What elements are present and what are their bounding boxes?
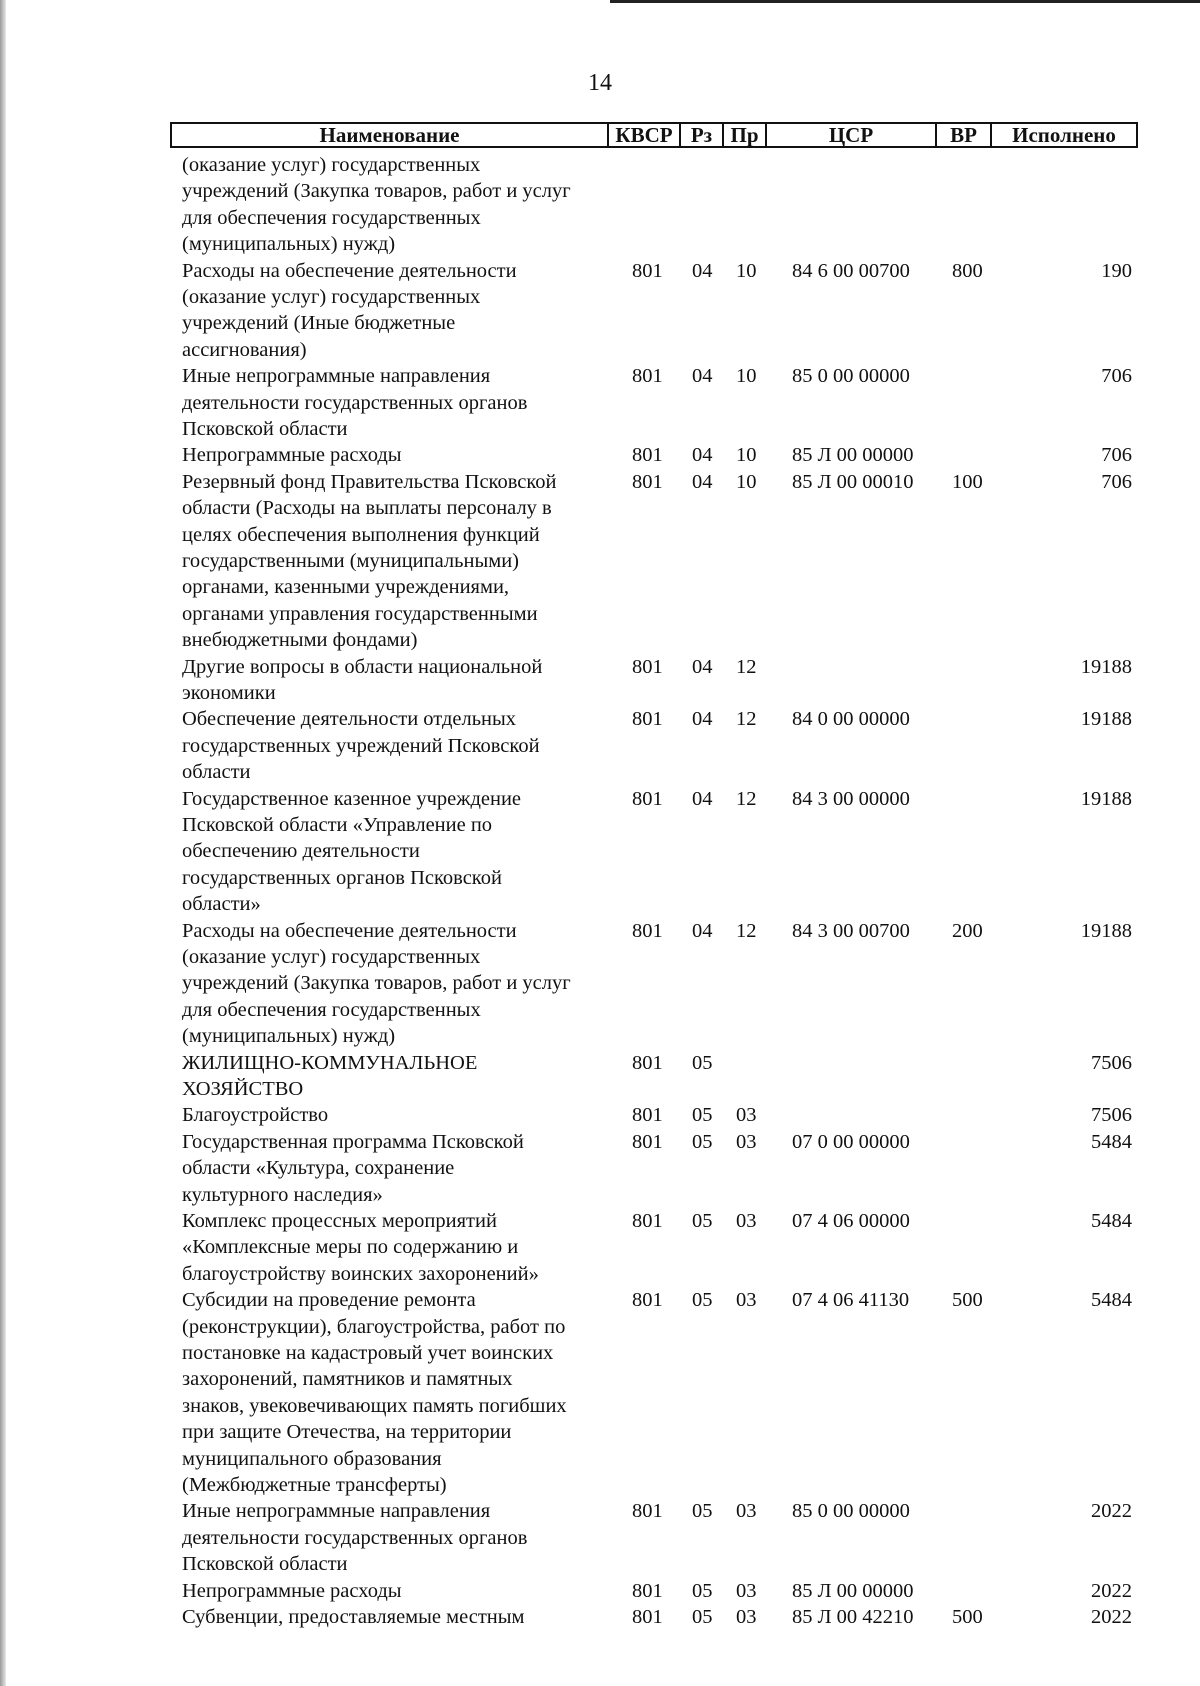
cell-name-line: области «Культура, сохранение	[182, 1157, 455, 1180]
cell-name-line: экономики	[182, 682, 276, 704]
cell-pr: 03	[736, 1210, 757, 1232]
cell-vr: 500	[952, 1606, 983, 1628]
cell-rz: 05	[692, 1579, 713, 1602]
cell-pr: 12	[736, 708, 757, 731]
table-row	[182, 654, 1132, 707]
cell-name-line: Псковской области «Управление по	[182, 814, 493, 836]
cell-csr: 07 4 06 41130	[792, 1289, 910, 1312]
cell-executed: 5484	[1091, 1210, 1132, 1232]
cell-name-line: ХОЗЯЙСТВО	[182, 1078, 304, 1100]
cell-rz: 04	[692, 655, 713, 678]
column-header-csr: ЦСР	[767, 124, 937, 146]
cell-name-line: (муниципальных) нужд)	[182, 1025, 396, 1048]
cell-rz: 05	[692, 1051, 713, 1074]
cell-name-line: Субвенции, предоставляемые местным	[182, 1606, 525, 1628]
table-header	[170, 122, 1138, 148]
cell-name-line: Благоустройство	[182, 1104, 329, 1127]
cell-name-line: Непрограммные расходы	[182, 1579, 402, 1602]
cell-executed: 19188	[1080, 708, 1132, 731]
cell-executed: 7506	[1091, 1104, 1132, 1127]
cell-rz: 04	[692, 365, 713, 388]
table-row	[182, 1578, 1132, 1604]
cell-pr: 10	[736, 444, 757, 467]
table-row	[182, 469, 1132, 654]
cell-name	[182, 654, 612, 707]
cell-name-line: государственных учреждений Псковской	[182, 734, 540, 757]
cell-kvsr: 801	[632, 787, 663, 810]
cell-csr: 85 Л 00 00000	[792, 1579, 914, 1602]
cell-name-line: области (Расходы на выплаты персоналу в	[182, 497, 552, 520]
cell-name-line: органами управления государственными	[182, 602, 538, 625]
cell-pr: 03	[736, 1606, 757, 1628]
cell-name	[182, 469, 612, 654]
column-header-pr: Пр	[724, 124, 767, 146]
cell-rz: 05	[692, 1130, 713, 1153]
cell-name-line: при защите Отечества, на территории	[182, 1421, 512, 1444]
cell-csr: 85 Л 00 00000	[792, 444, 914, 467]
table-row	[182, 363, 1132, 442]
cell-name-line: для обеспечения государственных	[182, 998, 481, 1021]
cell-name-line: Расходы на обеспечение деятельности	[182, 919, 517, 942]
cell-rz: 04	[692, 259, 713, 282]
cell-name-line: постановке на кадастровый учет воинских	[182, 1342, 554, 1364]
cell-pr: 03	[736, 1579, 757, 1602]
cell-csr: 84 3 00 00700	[792, 919, 910, 942]
cell-pr: 03	[736, 1289, 757, 1312]
cell-rz: 04	[692, 708, 713, 731]
cell-executed: 706	[1101, 444, 1132, 467]
cell-vr: 100	[952, 470, 983, 493]
cell-csr: 85 0 00 00000	[792, 365, 910, 388]
cell-name-line: Псковской области	[182, 1553, 348, 1576]
cell-name-line: Обеспечение деятельности отдельных	[182, 708, 517, 731]
cell-rz: 05	[692, 1289, 713, 1312]
cell-executed: 706	[1101, 365, 1132, 388]
cell-name-line: внебюджетными фондами)	[182, 629, 418, 652]
cell-kvsr: 801	[632, 1289, 663, 1312]
table-row	[182, 1129, 1132, 1208]
cell-kvsr: 801	[632, 1579, 663, 1602]
cell-executed: 2022	[1091, 1606, 1132, 1628]
cell-name-line: знаков, увековечивающих память погибших	[182, 1394, 567, 1417]
cell-name-line: области	[182, 761, 251, 784]
cell-rz: 05	[692, 1210, 713, 1232]
cell-name-line: захоронений, памятников и памятных	[182, 1368, 513, 1391]
cell-pr: 03	[736, 1104, 757, 1127]
cell-name-line: муниципального образования	[182, 1447, 442, 1470]
cell-rz: 04	[692, 787, 713, 810]
table-row	[182, 1102, 1132, 1128]
cell-name	[182, 918, 612, 1050]
cell-kvsr: 801	[632, 470, 663, 493]
cell-name	[182, 258, 612, 364]
cell-csr: 84 6 00 00700	[792, 259, 910, 282]
cell-executed: 190	[1101, 259, 1132, 282]
cell-name-line: Комплекс процессных мероприятий	[182, 1210, 497, 1232]
scan-edge-left	[0, 0, 6, 1686]
cell-name-line: для обеспечения государственных	[182, 206, 481, 229]
cell-vr: 800	[952, 259, 983, 282]
cell-kvsr: 801	[632, 1500, 663, 1523]
cell-name-line: целях обеспечения выполнения функций	[182, 523, 540, 546]
cell-name-line: (оказание услуг) государственных	[182, 154, 481, 176]
cell-executed: 19188	[1080, 787, 1132, 810]
cell-executed: 5484	[1091, 1289, 1132, 1312]
cell-name-line: Иные непрограммные направления	[182, 1500, 491, 1523]
cell-name-line: Непрограммные расходы	[182, 444, 402, 467]
cell-executed: 19188	[1080, 919, 1132, 942]
cell-kvsr: 801	[632, 365, 663, 388]
cell-name-line: деятельности государственных органов	[182, 391, 528, 414]
cell-name	[182, 1208, 612, 1287]
table-row	[182, 1208, 1132, 1287]
page-number: 14	[588, 70, 612, 96]
cell-executed: 2022	[1091, 1579, 1132, 1602]
cell-rz: 04	[692, 470, 713, 493]
cell-csr: 84 3 00 00000	[792, 787, 910, 810]
table-row	[182, 442, 1132, 468]
cell-rz: 05	[692, 1500, 713, 1523]
cell-kvsr: 801	[632, 655, 663, 678]
cell-csr: 85 0 00 00000	[792, 1500, 910, 1523]
cell-kvsr: 801	[632, 708, 663, 731]
cell-name-line: (муниципальных) нужд)	[182, 233, 396, 256]
cell-pr: 03	[736, 1130, 757, 1153]
cell-name-line: органами, казенными учреждениями,	[182, 576, 510, 599]
cell-name-line: Другие вопросы в области национальной	[182, 655, 543, 678]
cell-kvsr: 801	[632, 919, 663, 942]
cell-pr: 10	[736, 470, 757, 493]
cell-executed: 5484	[1091, 1130, 1132, 1153]
cell-name-line: области»	[182, 893, 261, 916]
cell-name	[182, 1498, 612, 1577]
cell-name-line: (Межбюджетные трансферты)	[182, 1474, 447, 1497]
cell-name-line: Расходы на обеспечение деятельности	[182, 259, 517, 282]
cell-name-line: культурного наследия»	[182, 1183, 383, 1206]
cell-name	[182, 786, 612, 918]
table-row	[182, 786, 1132, 918]
cell-pr: 10	[736, 365, 757, 388]
cell-name-line: Государственная программа Псковской	[182, 1130, 524, 1153]
cell-pr: 10	[736, 259, 757, 282]
scan-edge-top	[610, 0, 1200, 3]
cell-kvsr: 801	[632, 259, 663, 282]
column-header-executed: Исполнено	[1012, 123, 1116, 147]
cell-name-line: Псковской области	[182, 418, 348, 440]
cell-csr: 07 0 00 00000	[792, 1130, 910, 1153]
cell-name-line: ассигнования)	[182, 338, 307, 361]
cell-name-line: «Комплексные меры по содержанию и	[182, 1236, 519, 1259]
cell-name-line: учреждений (Иные бюджетные	[182, 312, 456, 335]
cell-kvsr: 801	[632, 1051, 663, 1074]
cell-name	[182, 1050, 612, 1103]
table-row	[182, 706, 1132, 785]
cell-csr: 84 0 00 00000	[792, 708, 910, 731]
table-row	[182, 1498, 1132, 1577]
cell-name	[182, 363, 612, 442]
cell-kvsr: 801	[632, 1210, 663, 1232]
cell-name-line: государственными (муниципальными)	[182, 550, 519, 573]
table-row	[182, 152, 1132, 258]
cell-executed: 2022	[1091, 1500, 1132, 1523]
cell-kvsr: 801	[632, 444, 663, 467]
cell-name-line: (оказание услуг) государственных	[182, 946, 481, 968]
cell-name	[182, 442, 612, 468]
cell-rz: 05	[692, 1606, 713, 1628]
table-row	[182, 258, 1132, 364]
cell-executed: 7506	[1091, 1051, 1132, 1074]
column-header-rz: Рз	[681, 124, 724, 146]
cell-name-line: Резервный фонд Правительства Псковской	[182, 470, 557, 493]
column-header-vr: ВР	[937, 124, 992, 146]
cell-name	[182, 706, 612, 785]
cell-name	[182, 1578, 612, 1604]
column-header-name: Наименование	[172, 124, 609, 146]
cell-rz: 04	[692, 444, 713, 467]
cell-vr: 200	[952, 919, 983, 942]
cell-name-line: ЖИЛИЩНО-КОММУНАЛЬНОЕ	[182, 1051, 478, 1074]
cell-name-line: Государственное казенное учреждение	[182, 787, 522, 810]
cell-kvsr: 801	[632, 1606, 663, 1628]
cell-executed: 19188	[1080, 655, 1132, 678]
cell-name	[182, 1102, 612, 1128]
cell-name	[182, 152, 612, 258]
table-row	[182, 1604, 1132, 1630]
cell-csr: 07 4 06 00000	[792, 1210, 910, 1232]
cell-name-line: учреждений (Закупка товаров, работ и услуг	[182, 180, 571, 203]
cell-name-line: учреждений (Закупка товаров, работ и услуг	[182, 972, 571, 995]
cell-csr: 85 Л 00 42210	[792, 1606, 914, 1628]
cell-rz: 04	[692, 919, 713, 942]
cell-name	[182, 1129, 612, 1208]
cell-executed: 706	[1101, 470, 1132, 493]
table-row	[182, 918, 1132, 1050]
cell-name-line: государственных органов Псковской	[182, 866, 502, 889]
cell-pr: 12	[736, 655, 757, 678]
cell-name	[182, 1287, 612, 1498]
cell-name-line: Субсидии на проведение ремонта	[182, 1289, 476, 1312]
cell-rz: 05	[692, 1104, 713, 1127]
cell-name-line: (реконструкции), благоустройства, работ по	[182, 1315, 566, 1338]
cell-name-line: обеспечению деятельности	[182, 840, 420, 863]
cell-name-line: Иные непрограммные направления	[182, 365, 491, 388]
cell-vr: 500	[952, 1289, 983, 1312]
column-header-kvsr: КВСР	[609, 124, 681, 146]
cell-name-line: (оказание услуг) государственных	[182, 286, 481, 308]
table-row	[182, 1050, 1132, 1103]
cell-name-line: благоустройству воинских захоронений»	[182, 1262, 539, 1285]
cell-kvsr: 801	[632, 1130, 663, 1153]
cell-pr: 12	[736, 787, 757, 810]
cell-pr: 12	[736, 919, 757, 942]
cell-name-line: деятельности государственных органов	[182, 1526, 528, 1549]
cell-kvsr: 801	[632, 1104, 663, 1127]
cell-name	[182, 1604, 612, 1630]
table-row	[182, 1287, 1132, 1498]
cell-csr: 85 Л 00 00010	[792, 470, 914, 493]
cell-pr: 03	[736, 1500, 757, 1523]
